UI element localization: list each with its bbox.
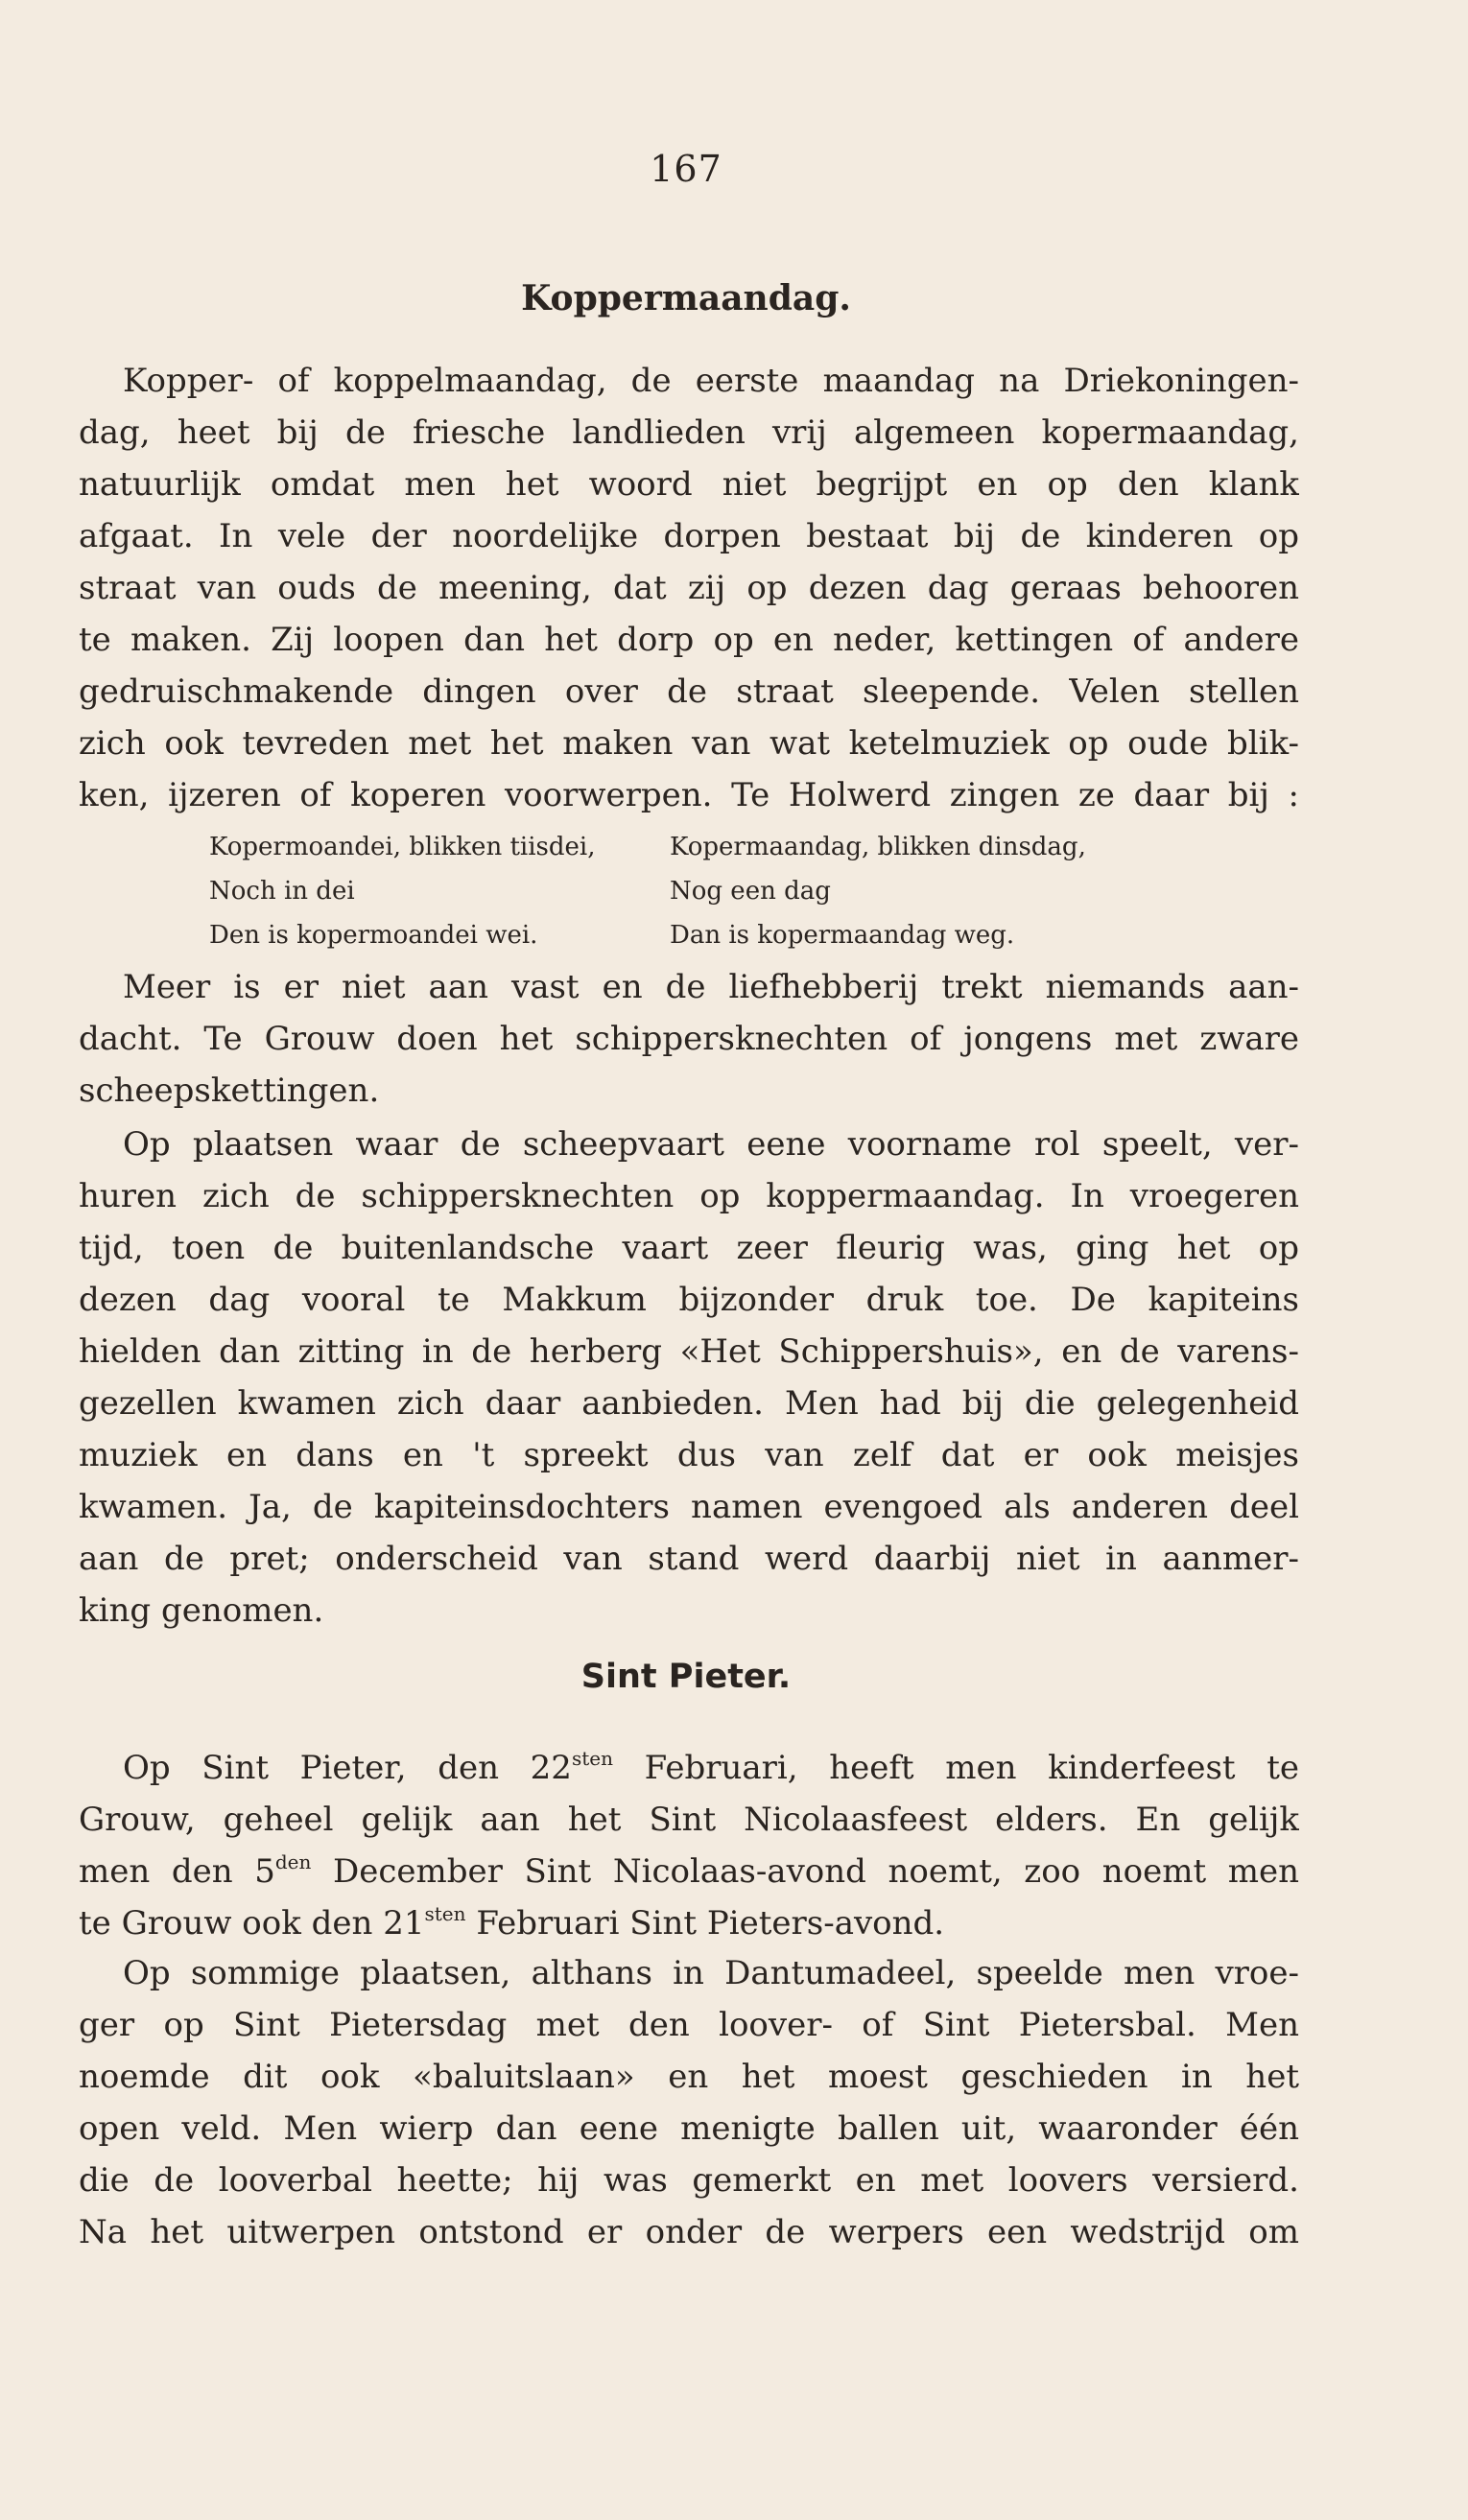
superscript: sten xyxy=(571,1746,613,1770)
text-line: Grouw, geheel gelijk aan het Sint Nicolaasfeest elders. En gelijk xyxy=(79,1801,1299,1839)
text-line: kwamen. Ja, de kapiteinsdochters namen evengoed als anderen deel xyxy=(79,1488,1299,1526)
text-line: dezen dag vooral te Makkum bijzonder druk toe. De kapiteins xyxy=(79,1281,1299,1319)
text-line: ger op Sint Pietersdag met den loover- of Sint Pietersbal. Men xyxy=(79,2006,1299,2044)
paragraph-sint-pieter-2 xyxy=(79,1947,1299,2258)
text-line: huren zich de schippersknechten op koppermaandag. In vroegeren xyxy=(79,1177,1299,1215)
paragraph-sint-pieter-1 xyxy=(79,1742,1299,1949)
text-line: ken, ijzeren of koperen voorwerpen. Te Holwerd zingen ze daar bij : xyxy=(79,776,1299,814)
verse-line xyxy=(209,869,1169,913)
text-line: Meer is er niet aan vast en de liefhebberij trekt niemands aan- xyxy=(123,968,1299,1006)
text-line: scheepskettingen. xyxy=(79,1072,380,1110)
text-line: dacht. Te Grouw doen het schippersknechten of jongens met zware xyxy=(79,1020,1299,1058)
text-line: open veld. Men wierp dan eene menigte ballen uit, waaronder één xyxy=(79,2109,1299,2148)
text-line: zich ook tevreden met het maken van wat ketelmuziek op oude blik- xyxy=(79,724,1299,763)
superscript: sten xyxy=(424,1901,466,1925)
section-title-sint-pieter: Sint Pieter. xyxy=(580,1658,792,1696)
section-title-koppermaandag: Koppermaandag. xyxy=(521,278,851,318)
paragraph-koppermaandag-3 xyxy=(79,1119,1299,1637)
verse-dutch: Nog een dag xyxy=(670,877,831,906)
text-line: noemde dit ook «baluitslaan» en het moest geschieden in het xyxy=(79,2058,1299,2096)
text-line: hielden dan zitting in de herberg «Het Schippershuis», en de varens- xyxy=(79,1332,1299,1371)
verse-dutch: Kopermaandag, blikken dinsdag, xyxy=(670,833,1086,861)
verse-line xyxy=(209,825,1169,869)
verse-frisian: Den is kopermoandei wei. xyxy=(209,921,538,950)
verse-frisian: Kopermoandei, blikken tiisdei, xyxy=(209,833,596,861)
song-verse xyxy=(209,825,1169,957)
superscript: den xyxy=(274,1849,312,1873)
text-line: te Grouw ook den $21^{sten}$ Februari Sint Pieters-avond. xyxy=(79,1901,945,1943)
verse-line xyxy=(209,913,1169,957)
text-line: te maken. Zij loopen dan het dorp op en neder, kettingen of andere xyxy=(79,621,1299,659)
text-line: king genomen. xyxy=(79,1591,324,1630)
text-line: aan de pret; onderscheid van stand werd daarbij niet in aanmer- xyxy=(79,1540,1299,1578)
text-line: Op Sint Pieter, den $22^{sten}$ Februari, heeft men kinderfeest te xyxy=(123,1746,1299,1787)
page-number: 167 xyxy=(650,148,722,190)
text-line: straat van ouds de meening, dat zij op dezen dag geraas behooren xyxy=(79,569,1299,607)
text-line: gedruischmakende dingen over de straat sleepende. Velen stellen xyxy=(79,672,1299,711)
text-line: Op sommige plaatsen, althans in Dantumadeel, speelde men vroe- xyxy=(123,1954,1299,1992)
verse-dutch: Dan is kopermaandag weg. xyxy=(670,921,1015,950)
text-line: tijd, toen de buitenlandsche vaart zeer fleurig was, ging het op xyxy=(79,1229,1299,1267)
text-line: muziek en dans en 't spreekt dus van zelf dat er ook meisjes xyxy=(79,1436,1299,1474)
text-line: Kopper- of koppelmaandag, de eerste maandag na Driekoningen- xyxy=(123,362,1299,400)
verse-frisian: Noch in dei xyxy=(209,877,355,906)
text-line: dag, heet bij de friesche landlieden vrij algemeen kopermaandag, xyxy=(79,413,1299,452)
text-line: afgaat. In vele der noordelijke dorpen bestaat bij de kinderen op xyxy=(79,517,1299,555)
text-line: men den $5^{den}$ December Sint Nicolaas-avond noemt, zoo noemt men xyxy=(79,1849,1299,1891)
paragraph-koppermaandag-intro xyxy=(79,355,1299,821)
paragraph-koppermaandag-2 xyxy=(79,961,1299,1117)
text-line: Na het uitwerpen ontstond er onder de werpers een wedstrijd om xyxy=(79,2213,1299,2251)
text-line: die de looverbal heette; hij was gemerkt en met loovers versierd. xyxy=(79,2161,1299,2200)
text-line: gezellen kwamen zich daar aanbieden. Men had bij die gelegenheid xyxy=(79,1384,1299,1423)
text-line: natuurlijk omdat men het woord niet begrijpt en op den klank xyxy=(79,465,1299,504)
text-line: Op plaatsen waar de scheepvaart eene voorname rol speelt, ver- xyxy=(123,1125,1299,1164)
